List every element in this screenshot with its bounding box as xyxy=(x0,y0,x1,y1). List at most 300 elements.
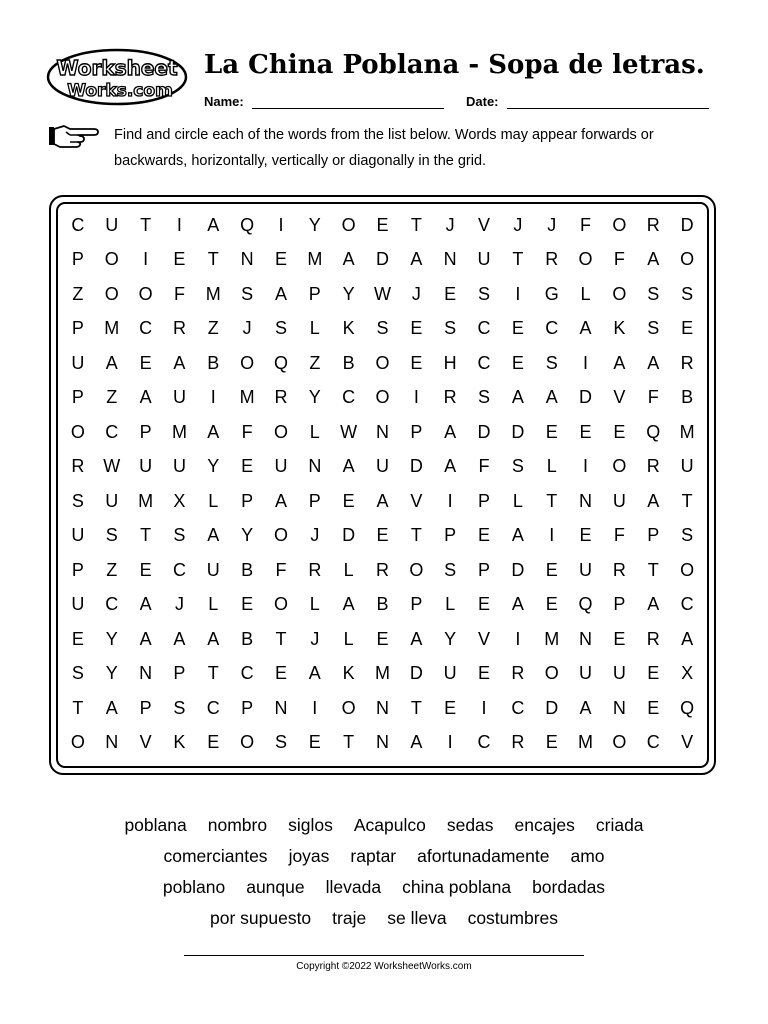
grid-letter[interactable]: A xyxy=(207,628,220,649)
grid-letter[interactable]: E xyxy=(376,214,389,235)
grid-letter[interactable]: P xyxy=(478,559,491,580)
grid-letter[interactable]: R xyxy=(612,559,626,580)
grid-letter[interactable]: A xyxy=(681,628,694,649)
grid-letter[interactable]: N xyxy=(579,628,593,649)
grid-letter[interactable]: P xyxy=(71,249,84,270)
grid-letter[interactable]: O xyxy=(341,697,356,718)
grid-letter[interactable]: N xyxy=(443,249,457,270)
grid-letter[interactable]: A xyxy=(274,490,287,511)
grid-letter[interactable]: N xyxy=(375,697,389,718)
grid-letter[interactable]: S xyxy=(647,283,660,304)
grid-letter[interactable]: T xyxy=(681,490,693,511)
grid-letter[interactable]: O xyxy=(612,283,627,304)
grid-letter[interactable]: C xyxy=(646,732,660,753)
grid-letter[interactable]: O xyxy=(70,732,85,753)
grid-letter[interactable]: E xyxy=(545,732,558,753)
grid-letter[interactable]: C xyxy=(477,732,491,753)
grid-letter[interactable]: U xyxy=(172,456,186,477)
grid-letter[interactable]: E xyxy=(511,318,524,339)
grid-letter[interactable]: S xyxy=(545,352,558,373)
grid-letter[interactable]: E xyxy=(545,594,558,615)
grid-letter[interactable]: E xyxy=(647,697,660,718)
grid-letter[interactable]: C xyxy=(680,594,694,615)
grid-letter[interactable]: Y xyxy=(308,387,321,408)
grid-letter[interactable]: I xyxy=(312,697,318,718)
grid-letter[interactable]: N xyxy=(308,456,322,477)
grid-letter[interactable]: N xyxy=(375,421,389,442)
grid-letter[interactable]: C xyxy=(172,559,186,580)
grid-letter[interactable]: E xyxy=(478,663,491,684)
grid-letter[interactable]: D xyxy=(579,387,593,408)
grid-letter[interactable]: T xyxy=(140,525,152,546)
grid-letter[interactable]: E xyxy=(410,318,423,339)
grid-letter[interactable]: A xyxy=(410,732,423,753)
grid-letter[interactable]: M xyxy=(138,490,154,511)
grid-letter[interactable]: L xyxy=(580,283,591,304)
grid-letter[interactable]: I xyxy=(549,525,555,546)
grid-letter[interactable]: F xyxy=(647,387,659,408)
grid-letter[interactable]: A xyxy=(139,628,152,649)
grid-letter[interactable]: O xyxy=(578,249,593,270)
grid-letter[interactable]: Y xyxy=(105,628,118,649)
grid-letter[interactable]: P xyxy=(139,421,152,442)
grid-letter[interactable]: T xyxy=(410,214,422,235)
grid-letter[interactable]: A xyxy=(173,352,186,373)
grid-letter[interactable]: V xyxy=(139,732,152,753)
grid-letter[interactable]: E xyxy=(478,594,491,615)
grid-letter[interactable]: J xyxy=(310,628,320,649)
grid-letter[interactable]: R xyxy=(375,559,389,580)
grid-letter[interactable]: O xyxy=(409,559,424,580)
grid-letter[interactable]: L xyxy=(208,594,219,615)
grid-letter[interactable]: O xyxy=(544,663,559,684)
grid-letter[interactable]: F xyxy=(173,283,185,304)
grid-letter[interactable]: A xyxy=(376,490,389,511)
grid-letter[interactable]: T xyxy=(512,249,524,270)
grid-letter[interactable]: A xyxy=(647,249,660,270)
grid-letter[interactable]: A xyxy=(207,214,220,235)
grid-letter[interactable]: O xyxy=(104,283,119,304)
grid-letter[interactable]: T xyxy=(410,697,422,718)
grid-letter[interactable]: R xyxy=(680,352,694,373)
grid-letter[interactable]: U xyxy=(579,559,593,580)
grid-letter[interactable]: E xyxy=(207,732,220,753)
grid-letter[interactable]: B xyxy=(207,352,220,373)
grid-letter[interactable]: C xyxy=(511,697,525,718)
grid-letter[interactable]: T xyxy=(140,214,152,235)
grid-letter[interactable]: I xyxy=(413,387,419,408)
grid-letter[interactable]: D xyxy=(477,421,491,442)
grid-letter[interactable]: O xyxy=(240,352,255,373)
grid-letter[interactable]: L xyxy=(512,490,523,511)
grid-letter[interactable]: O xyxy=(273,525,288,546)
grid-letter[interactable]: A xyxy=(139,387,152,408)
grid-letter[interactable]: L xyxy=(445,594,456,615)
grid-letter[interactable]: K xyxy=(173,732,186,753)
grid-letter[interactable]: C xyxy=(71,214,85,235)
grid-letter[interactable]: V xyxy=(410,490,423,511)
grid-letter[interactable]: C xyxy=(477,352,491,373)
grid-letter[interactable]: F xyxy=(478,456,490,477)
grid-letter[interactable]: E xyxy=(613,421,626,442)
grid-letter[interactable]: C xyxy=(545,318,559,339)
grid-letter[interactable]: I xyxy=(176,214,182,235)
grid-letter[interactable]: P xyxy=(71,559,84,580)
grid-letter[interactable]: B xyxy=(376,594,389,615)
grid-letter[interactable]: E xyxy=(444,697,457,718)
grid-letter[interactable]: P xyxy=(71,387,84,408)
grid-letter[interactable]: S xyxy=(241,283,254,304)
grid-letter[interactable]: M xyxy=(239,387,255,408)
grid-letter[interactable]: E xyxy=(579,421,592,442)
grid-letter[interactable]: U xyxy=(105,490,119,511)
grid-letter[interactable]: V xyxy=(478,628,491,649)
grid-letter[interactable]: J xyxy=(242,318,252,339)
grid-letter[interactable]: M xyxy=(104,318,120,339)
grid-letter[interactable]: U xyxy=(139,456,153,477)
grid-letter[interactable]: S xyxy=(274,318,287,339)
grid-letter[interactable]: S xyxy=(376,318,389,339)
grid-letter[interactable]: A xyxy=(207,421,220,442)
grid-letter[interactable]: D xyxy=(511,559,525,580)
grid-letter[interactable]: A xyxy=(444,421,457,442)
grid-letter[interactable]: V xyxy=(681,732,694,753)
grid-letter[interactable]: E xyxy=(71,628,84,649)
grid-letter[interactable]: O xyxy=(273,594,288,615)
grid-letter[interactable]: P xyxy=(308,490,321,511)
grid-letter[interactable]: E xyxy=(241,594,254,615)
grid-letter[interactable]: C xyxy=(105,594,119,615)
grid-letter[interactable]: Y xyxy=(105,663,118,684)
grid-letter[interactable]: A xyxy=(613,352,626,373)
grid-letter[interactable]: N xyxy=(240,249,254,270)
grid-letter[interactable]: N xyxy=(274,697,288,718)
grid-letter[interactable]: R xyxy=(511,732,525,753)
grid-letter[interactable]: A xyxy=(105,697,118,718)
grid-letter[interactable]: T xyxy=(72,697,84,718)
grid-letter[interactable]: D xyxy=(342,525,356,546)
grid-letter[interactable]: I xyxy=(210,387,216,408)
name-field[interactable] xyxy=(204,94,444,109)
grid-letter[interactable]: I xyxy=(583,352,589,373)
grid-letter[interactable]: K xyxy=(342,663,355,684)
grid-letter[interactable]: T xyxy=(275,628,287,649)
grid-letter[interactable]: O xyxy=(341,214,356,235)
grid-letter[interactable]: A xyxy=(511,525,524,546)
grid-letter[interactable]: F xyxy=(241,421,253,442)
grid-letter[interactable]: L xyxy=(309,421,320,442)
grid-letter[interactable]: P xyxy=(444,525,457,546)
grid-letter[interactable]: E xyxy=(274,249,287,270)
grid-letter[interactable]: E xyxy=(308,732,321,753)
grid-letter[interactable]: S xyxy=(444,318,457,339)
grid-letter[interactable]: A xyxy=(173,628,186,649)
grid-letter[interactable]: U xyxy=(579,663,593,684)
grid-letter[interactable]: T xyxy=(343,732,355,753)
grid-letter[interactable]: O xyxy=(273,421,288,442)
grid-letter[interactable]: L xyxy=(343,628,354,649)
grid-letter[interactable]: R xyxy=(274,387,288,408)
grid-letter[interactable]: T xyxy=(207,663,219,684)
grid-letter[interactable]: U xyxy=(375,456,389,477)
grid-letter[interactable]: S xyxy=(274,732,287,753)
grid-letter[interactable]: T xyxy=(546,490,558,511)
grid-letter[interactable]: A xyxy=(342,594,355,615)
grid-letter[interactable]: N xyxy=(579,490,593,511)
grid-letter[interactable]: E xyxy=(342,490,355,511)
grid-letter[interactable]: Z xyxy=(106,387,118,408)
grid-letter[interactable]: O xyxy=(375,352,390,373)
grid-letter[interactable]: E xyxy=(376,525,389,546)
grid-letter[interactable]: A xyxy=(274,283,287,304)
grid-letter[interactable]: K xyxy=(342,318,355,339)
grid-letter[interactable]: D xyxy=(409,663,423,684)
grid-letter[interactable]: E xyxy=(545,559,558,580)
grid-letter[interactable]: O xyxy=(680,559,695,580)
grid-letter[interactable]: O xyxy=(104,249,119,270)
grid-letter[interactable]: A xyxy=(105,352,118,373)
grid-letter[interactable]: P xyxy=(478,490,491,511)
grid-letter[interactable]: S xyxy=(173,697,186,718)
grid-letter[interactable]: A xyxy=(139,594,152,615)
grid-letter[interactable]: N xyxy=(375,732,389,753)
grid-letter[interactable]: E xyxy=(478,525,491,546)
grid-letter[interactable]: E xyxy=(241,456,254,477)
grid-letter[interactable]: O xyxy=(70,421,85,442)
grid-letter[interactable]: Y xyxy=(241,525,254,546)
grid-letter[interactable]: S xyxy=(444,559,457,580)
grid-letter[interactable]: G xyxy=(544,283,559,304)
grid-letter[interactable]: U xyxy=(680,456,694,477)
grid-letter[interactable]: N xyxy=(612,697,626,718)
grid-letter[interactable]: A xyxy=(511,387,524,408)
grid-letter[interactable]: Q xyxy=(578,594,593,615)
grid-letter[interactable]: S xyxy=(511,456,524,477)
grid-letter[interactable]: E xyxy=(376,628,389,649)
grid-letter[interactable]: R xyxy=(646,456,660,477)
grid-letter[interactable]: Y xyxy=(308,214,321,235)
grid-letter[interactable]: C xyxy=(139,318,153,339)
grid-letter[interactable]: R xyxy=(646,214,660,235)
grid-letter[interactable]: A xyxy=(647,352,660,373)
grid-letter[interactable]: O xyxy=(375,387,390,408)
grid-letter[interactable]: S xyxy=(105,525,118,546)
grid-letter[interactable]: A xyxy=(410,628,423,649)
grid-letter[interactable]: S xyxy=(173,525,186,546)
grid-letter[interactable]: E xyxy=(410,352,423,373)
grid-letter[interactable]: E xyxy=(444,283,457,304)
grid-letter[interactable]: P xyxy=(410,421,423,442)
grid-letter[interactable]: O xyxy=(680,249,695,270)
grid-letter[interactable]: U xyxy=(71,594,85,615)
grid-letter[interactable]: I xyxy=(515,628,521,649)
grid-letter[interactable]: J xyxy=(174,594,184,615)
grid-letter[interactable]: A xyxy=(444,456,457,477)
grid-letter[interactable]: P xyxy=(308,283,321,304)
grid-letter[interactable]: U xyxy=(71,525,85,546)
grid-letter[interactable]: M xyxy=(544,628,560,649)
grid-letter[interactable]: J xyxy=(411,283,421,304)
grid-letter[interactable]: C xyxy=(105,421,119,442)
grid-letter[interactable]: W xyxy=(373,283,391,304)
grid-letter[interactable]: U xyxy=(443,663,457,684)
grid-letter[interactable]: F xyxy=(580,214,592,235)
grid-letter[interactable]: A xyxy=(342,456,355,477)
grid-letter[interactable]: P xyxy=(71,318,84,339)
grid-letter[interactable]: U xyxy=(612,663,626,684)
grid-letter[interactable]: R xyxy=(71,456,85,477)
grid-letter[interactable]: P xyxy=(647,525,660,546)
grid-letter[interactable]: B xyxy=(342,352,355,373)
grid-letter[interactable]: S xyxy=(478,387,491,408)
grid-letter[interactable]: I xyxy=(515,283,521,304)
grid-letter[interactable]: J xyxy=(310,525,320,546)
grid-letter[interactable]: R xyxy=(172,318,186,339)
grid-letter[interactable]: E xyxy=(173,249,186,270)
grid-letter[interactable]: A xyxy=(579,697,592,718)
grid-letter[interactable]: A xyxy=(647,594,660,615)
grid-letter[interactable]: M xyxy=(578,732,594,753)
grid-letter[interactable]: C xyxy=(477,318,491,339)
grid-letter[interactable]: R xyxy=(545,249,559,270)
grid-letter[interactable]: U xyxy=(105,214,119,235)
grid-letter[interactable]: A xyxy=(342,249,355,270)
grid-letter[interactable]: S xyxy=(647,318,660,339)
grid-letter[interactable]: M xyxy=(307,249,323,270)
grid-letter[interactable]: B xyxy=(681,387,694,408)
grid-letter[interactable]: E xyxy=(139,352,152,373)
grid-letter[interactable]: L xyxy=(208,490,219,511)
grid-letter[interactable]: O xyxy=(612,214,627,235)
date-field[interactable] xyxy=(466,94,709,109)
grid-letter[interactable]: X xyxy=(173,490,186,511)
grid-letter[interactable]: U xyxy=(477,249,491,270)
grid-letter[interactable]: S xyxy=(71,490,84,511)
grid-letter[interactable]: A xyxy=(410,249,423,270)
grid-letter[interactable]: U xyxy=(206,559,220,580)
grid-letter[interactable]: O xyxy=(612,732,627,753)
grid-letter[interactable]: A xyxy=(647,490,660,511)
grid-letter[interactable]: Z xyxy=(72,283,84,304)
grid-letter[interactable]: W xyxy=(340,421,358,442)
grid-letter[interactable]: X xyxy=(681,663,694,684)
grid-letter[interactable]: Q xyxy=(240,214,255,235)
grid-letter[interactable]: E xyxy=(647,663,660,684)
grid-letter[interactable]: J xyxy=(513,214,523,235)
grid-letter[interactable]: A xyxy=(579,318,592,339)
grid-letter[interactable]: E xyxy=(511,352,524,373)
grid-letter[interactable]: F xyxy=(275,559,287,580)
grid-letter[interactable]: M xyxy=(679,421,695,442)
grid-letter[interactable]: D xyxy=(545,697,559,718)
grid-letter[interactable]: I xyxy=(481,697,487,718)
grid-letter[interactable]: N xyxy=(105,732,119,753)
grid-letter[interactable]: Z xyxy=(106,559,118,580)
grid-letter[interactable]: R xyxy=(443,387,457,408)
grid-letter[interactable]: A xyxy=(545,387,558,408)
grid-letter[interactable]: E xyxy=(613,628,626,649)
grid-letter[interactable]: L xyxy=(546,456,557,477)
grid-letter[interactable]: E xyxy=(681,318,694,339)
grid-letter[interactable]: L xyxy=(343,559,354,580)
grid-letter[interactable]: K xyxy=(613,318,626,339)
grid-letter[interactable]: P xyxy=(241,490,254,511)
grid-letter[interactable]: B xyxy=(241,559,254,580)
grid-letter[interactable]: T xyxy=(410,525,422,546)
grid-letter[interactable]: J xyxy=(445,214,455,235)
grid-letter[interactable]: J xyxy=(547,214,557,235)
grid-letter[interactable]: A xyxy=(511,594,524,615)
grid-letter[interactable]: D xyxy=(680,214,694,235)
grid-letter[interactable]: L xyxy=(309,318,320,339)
grid-letter[interactable]: P xyxy=(613,594,626,615)
grid-letter[interactable]: P xyxy=(173,663,186,684)
grid-letter[interactable]: I xyxy=(278,214,284,235)
grid-letter[interactable]: Y xyxy=(207,456,220,477)
grid-letter[interactable]: E xyxy=(579,525,592,546)
grid-letter[interactable]: L xyxy=(309,594,320,615)
grid-letter[interactable]: Z xyxy=(309,352,321,373)
grid-letter[interactable]: S xyxy=(478,283,491,304)
date-line[interactable] xyxy=(507,95,709,109)
grid-letter[interactable]: D xyxy=(409,456,423,477)
grid-letter[interactable]: D xyxy=(511,421,525,442)
grid-letter[interactable]: Q xyxy=(646,421,661,442)
grid-letter[interactable]: Q xyxy=(273,352,288,373)
grid-letter[interactable]: B xyxy=(241,628,254,649)
grid-letter[interactable]: W xyxy=(103,456,121,477)
name-line[interactable] xyxy=(252,95,444,109)
grid-letter[interactable]: T xyxy=(207,249,219,270)
grid-letter[interactable]: I xyxy=(447,732,453,753)
grid-letter[interactable]: S xyxy=(681,283,694,304)
grid-letter[interactable]: P xyxy=(241,697,254,718)
grid-letter[interactable]: I xyxy=(583,456,589,477)
grid-letter[interactable]: U xyxy=(274,456,288,477)
grid-letter[interactable]: M xyxy=(205,283,221,304)
grid-letter[interactable]: E xyxy=(139,559,152,580)
grid-letter[interactable]: T xyxy=(647,559,659,580)
grid-letter[interactable]: R xyxy=(308,559,322,580)
grid-letter[interactable]: C xyxy=(206,697,220,718)
grid-letter[interactable]: A xyxy=(207,525,220,546)
grid-letter[interactable]: I xyxy=(143,249,149,270)
grid-letter[interactable]: O xyxy=(138,283,153,304)
grid-letter[interactable]: F xyxy=(613,249,625,270)
grid-letter[interactable]: Z xyxy=(207,318,219,339)
grid-letter[interactable]: E xyxy=(545,421,558,442)
grid-letter[interactable]: O xyxy=(240,732,255,753)
grid-letter[interactable]: Y xyxy=(342,283,355,304)
grid-letter[interactable]: P xyxy=(410,594,423,615)
grid-letter[interactable]: U xyxy=(172,387,186,408)
grid-letter[interactable]: V xyxy=(478,214,491,235)
grid-letter[interactable]: H xyxy=(443,352,457,373)
grid-letter[interactable]: F xyxy=(613,525,625,546)
grid-letter[interactable]: M xyxy=(171,421,187,442)
grid-letter[interactable]: I xyxy=(447,490,453,511)
grid-letter[interactable]: S xyxy=(681,525,694,546)
grid-letter[interactable]: A xyxy=(308,663,321,684)
grid-letter[interactable]: U xyxy=(71,352,85,373)
grid-letter[interactable]: S xyxy=(71,663,84,684)
grid-letter[interactable]: E xyxy=(274,663,287,684)
grid-letter[interactable]: U xyxy=(612,490,626,511)
grid-letter[interactable]: M xyxy=(374,663,390,684)
grid-letter[interactable]: P xyxy=(139,697,152,718)
grid-letter[interactable]: V xyxy=(613,387,626,408)
grid-letter[interactable]: D xyxy=(375,249,389,270)
